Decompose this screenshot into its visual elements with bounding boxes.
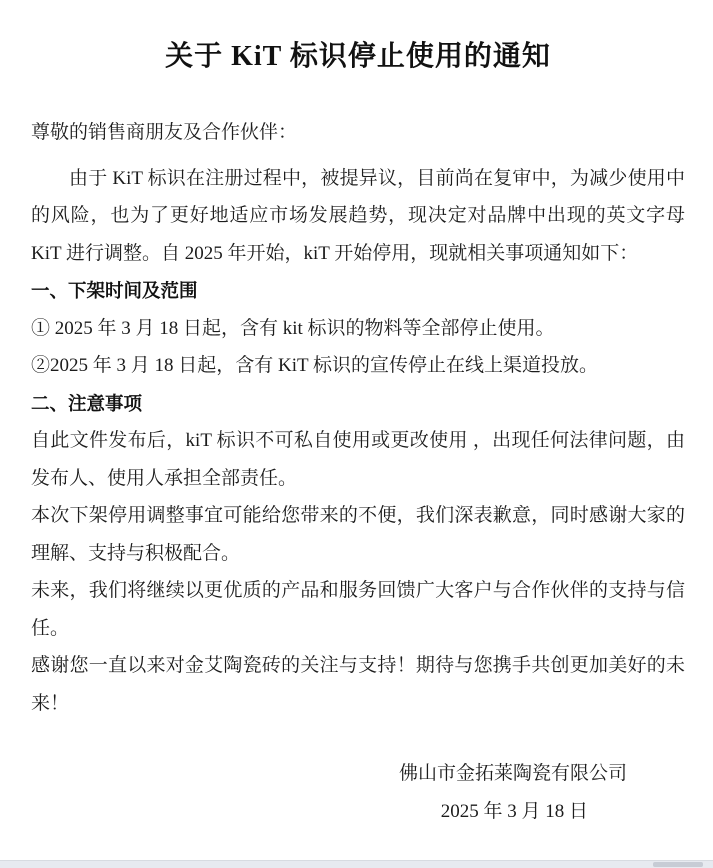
future-paragraph: 未来，我们将继续以更优质的产品和服务回馈广大客户与合作伙伴的支持与信任。	[31, 580, 685, 639]
section2-heading: 二、注意事项	[31, 392, 143, 414]
section2-body: 自此文件发布后，kiT 标识不可私自使用或更改使用 ，出现任何法律问题，由发布人、使用人承担全部责任。	[31, 430, 685, 489]
horizontal-scrollbar-thumb[interactable]	[653, 862, 703, 867]
section1-item2: ②2025 年 3 月 18 日起，含有 KiT 标识的宣传停止在线上渠道投放。	[31, 355, 599, 376]
thanks-paragraph: 感谢您一直以来对金艾陶瓷砖的关注与支持！期待与您携手共创更加美好的未来！	[31, 655, 685, 714]
signature-date: 2025 年 3 月 18 日	[440, 800, 588, 822]
signature-company: 佛山市金拓莱陶瓷有限公司	[398, 763, 627, 784]
section1-heading: 一、下架时间及范围	[31, 280, 198, 301]
salutation-line: 尊敬的销售商朋友及合作伙伴：	[31, 122, 298, 143]
document-content	[0, 36, 713, 830]
document-title: 关于 KiT 标识停止使用的通知	[165, 41, 551, 72]
intro-paragraph: 由于 KiT 标识在注册过程中，被提异议，目前尚在复审中，为减少使用中的风险，也为了更好地适应市场发展趋势，现决定对品牌中出现的英文字母 KiT 进行调整。自 2025 年开始，kiT 开始停用，现就相关事项通知如下：	[31, 167, 685, 264]
apology-paragraph: 本次下架停用调整事宜可能给您带来的不便，我们深表歉意，同时感谢大家的理解、支持与积极配合。	[31, 505, 685, 564]
horizontal-scrollbar-track[interactable]	[0, 860, 713, 868]
signature-block	[31, 755, 685, 830]
section1-item1: ① 2025 年 3 月 18 日起，含有 kit 标识的物料等全部停止使用。	[31, 317, 555, 339]
